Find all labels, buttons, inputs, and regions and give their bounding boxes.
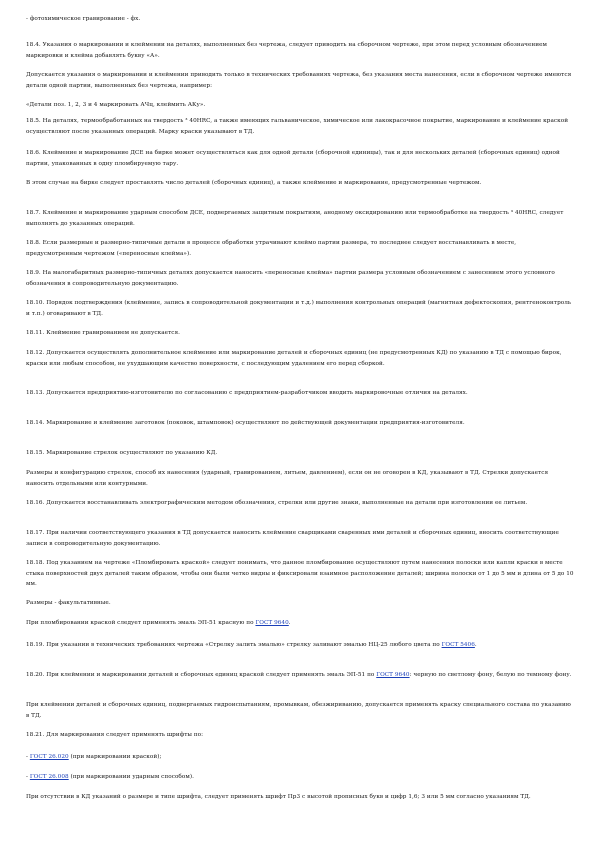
paragraph (26, 40, 574, 61)
paragraph (26, 238, 574, 259)
paragraph (26, 298, 574, 319)
paragraph-text: При пломбировании краской следует применять эмаль ЭП-51 красную по (26, 620, 256, 626)
paragraph-text: - фотохимическое гравирование - фх. (26, 16, 141, 22)
paragraph-text: 18.7. Клеймение и маркирование ударным способом ДСЕ, подвергаемых защитным покрытиям, анодному оксидированию или термообработке на твердость ³ 40HRC, следует выполнять до указанных операций. (26, 210, 564, 227)
paragraph (26, 618, 574, 629)
paragraph-text: 18.12. Допускается осуществлять дополнительное клеймение или маркирование деталей и сборочных единиц (не предусмотренных КД) по указанию в ТД с помощью бирок, краски или любым способом, не ухудшающим качество поверхности, с последующим удалением его перед сборкой. (26, 350, 562, 367)
paragraph (26, 528, 574, 549)
paragraph (26, 388, 574, 399)
paragraph-text: 18.14. Маркирование и клеймение заготовок (поковок, штамповок) осуществляют по действующей документации предприятия-изготовителя. (26, 420, 465, 426)
paragraph-text: «Детали поз. 1, 2, 3 и 4 маркировать АЧц, клеймить АКу». (26, 102, 206, 108)
paragraph (26, 670, 574, 681)
paragraph (26, 730, 574, 741)
paragraph-text: Допускается указания о маркировании и клеймении приводить только в технических требованиях чертежа, без указания места нанесения, если в сборочном чертеже имеются детали одной партии, выполненных без чертежа, например: (26, 72, 572, 89)
paragraph-text: (при маркировании краской); (68, 754, 162, 760)
paragraph (26, 498, 574, 509)
paragraph (26, 178, 574, 189)
paragraph (26, 772, 574, 783)
paragraph (26, 792, 574, 803)
paragraph (26, 14, 574, 25)
paragraph (26, 598, 574, 609)
paragraph (26, 558, 574, 590)
paragraph-text: 18.6. Клеймение и маркирование ДСЕ на бирке может осуществляться как для одной детали (сборочной единицы), так и для нескольких деталей (сборочных единиц) одной партии, упакованных в одну пломбируемую тару. (26, 150, 560, 167)
paragraph (26, 268, 574, 289)
paragraph-text: : черную по светлому фону, белую по темному фону. (409, 672, 572, 678)
standard-link[interactable]: ГОСТ 9640 (255, 620, 289, 626)
paragraph (26, 208, 574, 229)
paragraph (26, 328, 574, 339)
paragraph-text: 18.21. Для маркирования следует применять шрифты по: (26, 732, 204, 738)
paragraph-text: . (474, 642, 477, 648)
paragraph-text: Размеры - факультативные. (26, 600, 111, 606)
paragraph-text: (при маркировании ударным способом). (68, 774, 194, 780)
paragraph-text: 18.15. Маркирование стрелок осуществляют по указанию КД. (26, 450, 218, 456)
paragraph (26, 116, 574, 137)
paragraph-text: 18.13. Допускается предприятию-изготовителю по согласованию с предприятием-разработчиком вводить маркировочные отличия на деталях. (26, 390, 468, 396)
paragraph-text: - (26, 754, 30, 760)
paragraph-text: 18.5. На деталях, термообработанных на твердость ³ 40HRC, а также имеющих гальваническое, химическое или лакокрасочное покрытие, маркирование и клеймение краской осуществляют после указанных операций. Марку краски указывают в ТД. (26, 118, 569, 135)
paragraph-text: При отсутствии в КД указаний о размере и типе шрифта, следует применять шрифт Пр3 с высотой прописных букв и цифр 1,6; 3 или 5 мм согласно указаниям ТД. (26, 794, 531, 800)
paragraph-text: - (26, 774, 30, 780)
paragraph-text: При клеймении деталей и сборочных единиц, подвергаемых гидроиспытаниям, промывкам, обезжириванию, допускается применять краску специального состава по указанию в ТД. (26, 702, 571, 719)
standard-link[interactable]: ГОСТ 26.008 (29, 774, 69, 780)
paragraph (26, 348, 574, 369)
standard-link[interactable]: ГОСТ 26.020 (29, 754, 69, 760)
paragraph-text: 18.8. Если размерные и размерно-типичные детали в процессе обработки утрачивают клеймо партии размера, то последнее следует восстанавливать в месте, предусмотренным чертежом («переносные клейма»). (26, 240, 517, 257)
paragraph-text: . (288, 620, 291, 626)
paragraph-text: 18.20. При клеймении и маркировании деталей и сборочных единиц краской следует применять эмаль ЭП-51 по (26, 672, 377, 678)
paragraph-text: 18.16. Допускается восстанавливать электрографическим методом обозначения, стрелки или другие знаки, выполненные на детали при изготовлении ее литьем. (26, 500, 528, 506)
paragraph (26, 640, 574, 651)
paragraph (26, 100, 574, 111)
paragraph (26, 418, 574, 429)
paragraph-text: 18.9. На малогабаритных размерно-типичных деталях допускается наносить «переносные клейма» партии размера условным обозначением с занесением этого условного обозначения в сопроводительную документацию. (26, 270, 555, 287)
paragraph-text: Размеры и конфигурацию стрелок, способ их нанесения (ударный, гравированием, литьем, давлением), если он не оговорен в КД, указывают в ТД. Стрелки допускается наносить отдельными или контурными. (26, 470, 549, 487)
paragraph (26, 468, 574, 489)
paragraph-text: 18.11. Клеймение гравированием не допускается. (26, 330, 181, 336)
paragraph-text: 18.4. Указания о маркировании и клеймении на деталях, выполненных без чертежа, следует приводить на сборочном чертеже, при этом перед условным обозначением маркировки и клейма добавлять букву «А». (26, 42, 547, 59)
standard-link[interactable]: ГОСТ 5406 (441, 642, 475, 648)
paragraph (26, 700, 574, 721)
paragraph-text: 18.10. Порядок подтверждения (клеймение, запись в сопроводительной документации и т.д.) выполнения контрольных операций (магнитная дефектоскопия, рентгеноконтроль и т.п.) оговаривают в ТД. (26, 300, 572, 317)
paragraph-text: В этом случае на бирке следует проставлять число деталей (сборочных единиц), а также клеймение и маркирование, предусмотренные чертежом. (26, 180, 482, 186)
paragraph-text: 18.17. При наличии соответствующего указания в ТД допускается наносить клеймение сварщиками сваренных ими деталей и сборочных единиц, вносить соответствующие записи в сопроводительную документацию. (26, 530, 559, 547)
paragraph (26, 448, 574, 459)
paragraph (26, 148, 574, 169)
paragraph (26, 752, 574, 763)
paragraph-text: 18.18. Под указанием на чертеже «Пломбировать краской» следует понимать, что данное пломбирование осуществляют путем нанесения полоски или капли краски в месте стыка поверхностей двух деталей таким образом, чтобы они были четко видны и фиксировали взаимное расположение деталей; ширина полоски от 1 до 5 мм и длина от 5 до 10 мм. (26, 560, 574, 588)
paragraph-text: 18.19. При указании в технических требованиях чертежа «Стрелку залить эмалью» стрелку заливают эмалью НЦ-25 любого цвета по (26, 642, 442, 648)
paragraph (26, 70, 574, 91)
standard-link[interactable]: ГОСТ 9640 (376, 672, 410, 678)
